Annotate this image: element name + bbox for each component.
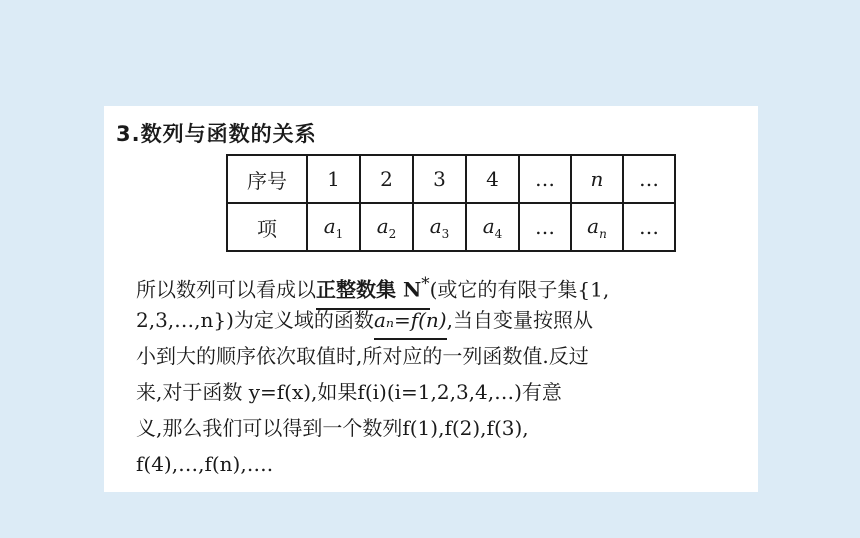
table-cell: 2 [360,155,413,203]
table-cell: n [571,155,623,203]
table-cell: $a_4$ [466,203,519,251]
fill-blank-answer: 正整数集 N* [316,266,430,310]
table-row [227,203,675,251]
table-cell: 3 [413,155,466,203]
table-cell: 4 [466,155,519,203]
table-cell: $a_1$ [307,203,360,251]
table-cell: $a_3$ [413,203,466,251]
text-line: 2,3,…,n})为定义域的函数aₙ=f(n),当自变量按照从 [136,302,756,338]
text-line: 所以数列可以看成以正整数集 N*(或它的有限子集{1, [136,266,756,302]
text-line: 小到大的顺序依次取值时,所对应的一列函数值.反过 [136,344,589,368]
table-cell: … [519,155,571,203]
table-cell: … [623,203,675,251]
table-cell: … [623,155,675,203]
section-heading: 3.数列与函数的关系 [116,122,317,146]
text-line: 来,对于函数 y=f(x),如果f(i)(i=1,2,3,4,…)有意 [136,380,562,404]
table-row [227,155,675,203]
row-label-index: 序号 [227,155,307,203]
table-cell: 1 [307,155,360,203]
fill-blank-answer: aₙ=f(n) [374,302,447,340]
explanation-paragraph [136,266,756,482]
row-label-term: 项 [227,203,307,251]
table-cell: $a_2$ [360,203,413,251]
text-line: f(4),…,f(n),…. [136,452,274,476]
text-line: 义,那么我们可以得到一个数列f(1),f(2),f(3), [136,416,529,440]
slide-content [104,106,758,492]
table-cell: $a_n$ [571,203,623,251]
table-cell: … [519,203,571,251]
sequence-table [226,154,676,252]
